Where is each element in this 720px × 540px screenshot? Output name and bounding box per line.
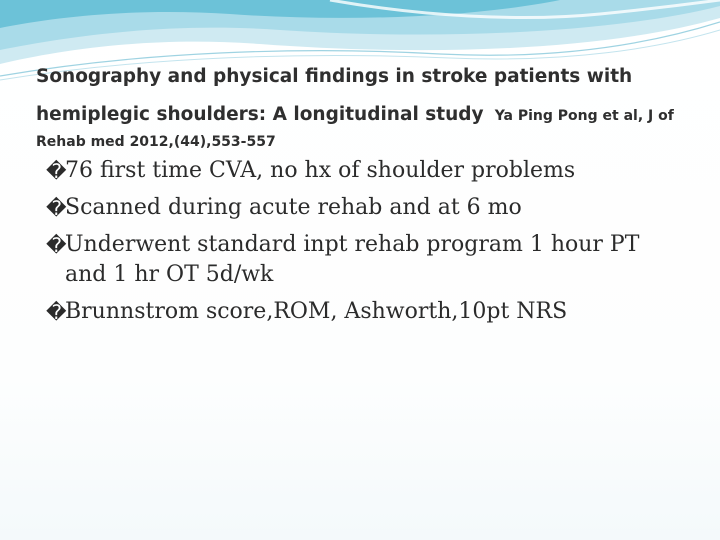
bullet-text: 76 first time CVA, no hx of shoulder problems <box>65 158 576 183</box>
bullet-item <box>46 193 686 223</box>
slide-title <box>36 64 706 156</box>
title-line-3: Rehab med 2012,(44),553-557 <box>36 134 276 150</box>
bullet-text: Brunnstrom score,ROM, Ashworth,10pt NRS <box>65 299 568 324</box>
title-line-1: Sonography and physical findings in stroke patients with <box>36 66 633 87</box>
bullet-item <box>46 230 686 290</box>
bullet-item <box>46 156 686 186</box>
bullet-marker-icon: � <box>46 159 67 183</box>
bullet-list <box>46 156 686 327</box>
bullet-item <box>46 297 686 327</box>
bullet-text: Scanned during acute rehab and at 6 mo <box>65 195 522 220</box>
bullet-text: Underwent standard inpt rehab program 1 hour PT and 1 hr OT 5d/wk <box>65 232 640 287</box>
title-citation: Ya Ping Pong et al, J of <box>494 108 674 124</box>
bullet-marker-icon: � <box>46 233 67 257</box>
title-line-2: hemiplegic shoulders: A longitudinal study <box>36 104 484 125</box>
bullet-marker-icon: � <box>46 300 67 324</box>
bullet-marker-icon: � <box>46 196 67 220</box>
